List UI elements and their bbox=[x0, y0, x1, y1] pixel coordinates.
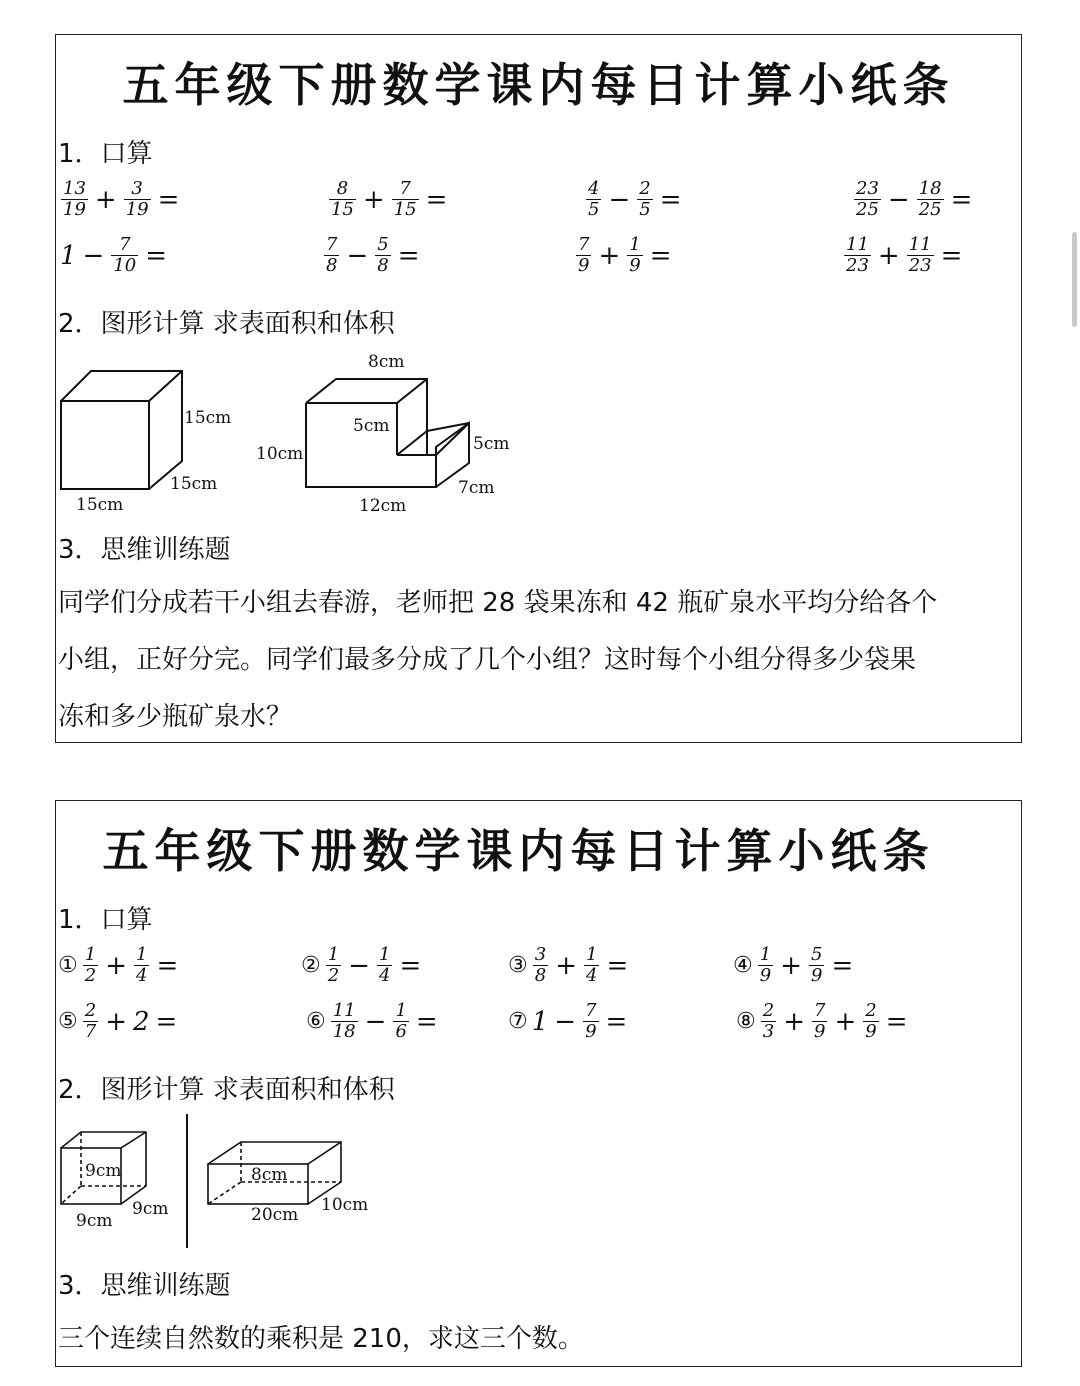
figure-divider bbox=[186, 1114, 188, 1248]
question-line: 小组，正好分完。同学们最多分成了几个小组？这时每个小组分得多少袋果 bbox=[58, 645, 917, 675]
problem-8: $\frac{11}{23}$ + $\frac{11}{23}$ = bbox=[846, 234, 963, 276]
cube-figure bbox=[56, 355, 256, 515]
section-oral-calc: 1．口算 bbox=[58, 905, 153, 935]
box-height-label: 8cm bbox=[251, 1165, 288, 1185]
thinking-question bbox=[58, 1311, 1019, 1368]
sheet-title: 五年级下册数学课内每日计算小纸条 bbox=[122, 58, 955, 112]
question-line: 同学们分成若干小组去春游，老师把 28 袋果冻和 42 瓶矿泉水平均分给各个 bbox=[58, 588, 938, 618]
problem-5: 1 − $\frac{7}{10}$ = bbox=[60, 234, 168, 276]
step-bottom-label: 12cm bbox=[359, 496, 407, 515]
problem-5: ⑤ $\frac{2}{7}$ + 2 = bbox=[58, 1000, 178, 1042]
problem-6: $\frac{7}{8}$ − $\frac{5}{8}$ = bbox=[326, 234, 420, 276]
box-figure bbox=[201, 1136, 401, 1231]
section-thinking: 3．思维训练题 bbox=[58, 535, 231, 565]
worksheet-1 bbox=[55, 34, 1022, 743]
cube2-bottom-label: 9cm bbox=[76, 1211, 113, 1231]
problem-3: $\frac{4}{5}$ − $\frac{2}{5}$ = bbox=[588, 178, 682, 220]
scrollbar-thumb[interactable] bbox=[1072, 232, 1077, 327]
step-inner-label: 5cm bbox=[353, 416, 390, 436]
cube-depth-label: 15cm bbox=[170, 474, 218, 494]
cube-right-label: 15cm bbox=[184, 408, 232, 428]
problem-2: $\frac{8}{15}$ + $\frac{7}{15}$ = bbox=[331, 178, 448, 220]
worksheet-2 bbox=[55, 800, 1022, 1367]
step-top-label: 8cm bbox=[368, 352, 405, 372]
problem-3: ③ $\frac{3}{8}$ + $\frac{1}{4}$ = bbox=[508, 944, 629, 986]
question-line: 冻和多少瓶矿泉水？ bbox=[58, 702, 293, 732]
small-cube-figure bbox=[56, 1126, 176, 1236]
problem-7: ⑦ 1 − $\frac{7}{9}$ = bbox=[508, 1000, 628, 1042]
step-right-label: 5cm bbox=[473, 434, 510, 454]
cube2-depth-label: 9cm bbox=[132, 1199, 169, 1219]
step-depth-label: 7cm bbox=[458, 478, 495, 498]
box-depth-label: 10cm bbox=[321, 1195, 369, 1215]
problem-7: $\frac{7}{9}$ + $\frac{1}{9}$ = bbox=[578, 234, 672, 276]
problem-8: ⑧ $\frac{2}{3}$ + $\frac{7}{9}$ + $\frac{2}{9}$ = bbox=[736, 1000, 908, 1042]
section-figure-calc: 2．图形计算 求表面积和体积 bbox=[58, 309, 395, 339]
cube-bottom-label: 15cm bbox=[76, 495, 124, 515]
problem-4: $\frac{23}{25}$ − $\frac{18}{25}$ = bbox=[856, 178, 973, 220]
sheet-title: 五年级下册数学课内每日计算小纸条 bbox=[102, 824, 935, 878]
section-figure-calc: 2．图形计算 求表面积和体积 bbox=[58, 1075, 395, 1105]
problem-2: ② $\frac{1}{2}$ − $\frac{1}{4}$ = bbox=[301, 944, 422, 986]
problem-1: $\frac{13}{19}$ + $\frac{3}{19}$ = bbox=[63, 178, 180, 220]
problem-1: ① $\frac{1}{2}$ + $\frac{1}{4}$ = bbox=[58, 944, 179, 986]
question-line: 三个连续自然数的乘积是 210，求这三个数。 bbox=[58, 1324, 584, 1354]
box-bottom-label: 20cm bbox=[251, 1205, 299, 1225]
problem-4: ④ $\frac{1}{9}$ + $\frac{5}{9}$ = bbox=[733, 944, 854, 986]
problem-6: ⑥ $\frac{11}{18}$ − $\frac{1}{6}$ = bbox=[306, 1000, 438, 1042]
step-left-label: 10cm bbox=[256, 444, 304, 464]
thinking-question bbox=[58, 575, 1019, 746]
step-figure bbox=[251, 345, 521, 515]
section-thinking: 3．思维训练题 bbox=[58, 1271, 231, 1301]
cube2-height-label: 9cm bbox=[85, 1161, 122, 1181]
section-oral-calc: 1．口算 bbox=[58, 139, 153, 169]
